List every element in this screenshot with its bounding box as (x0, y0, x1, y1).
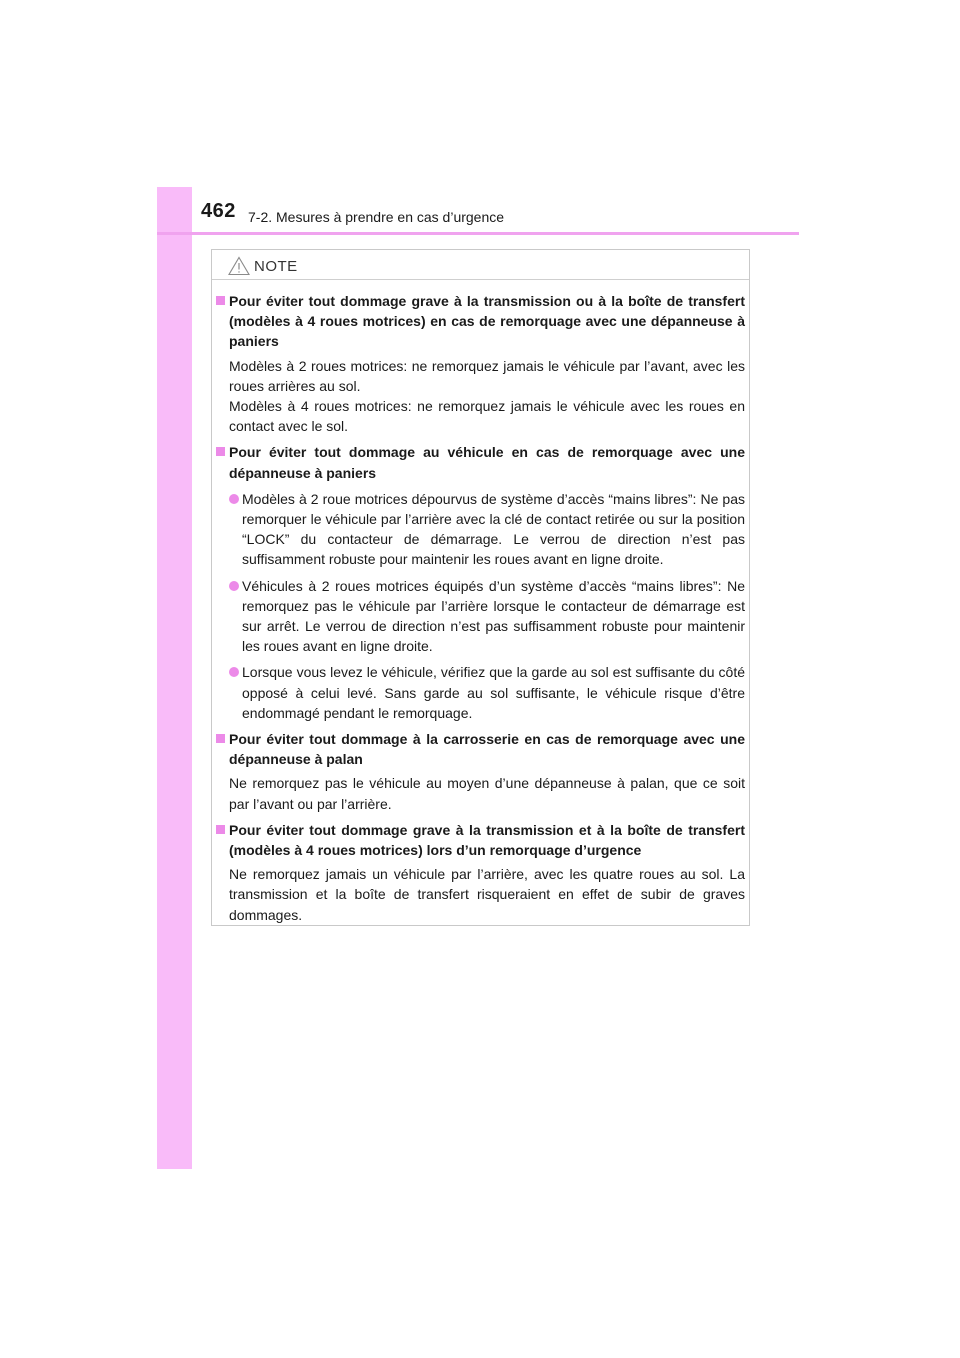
note-divider (212, 279, 749, 280)
note-paragraph: Ne remorquez jamais un véhicule par l’arrière, avec les quatre roues au sol. La transmission et la boîte de transfert risqueraient en effet de subir de graves dommages. (229, 866, 745, 923)
section-title: 7-2. Mesures à prendre en cas d’urgence (248, 209, 505, 225)
note-paragraph: Modèles à 4 roues motrices: ne remorquez jamais le véhicule avec les roues en contact avec le sol. (229, 398, 745, 435)
note-subitem (229, 662, 745, 723)
square-bullet-icon (216, 447, 225, 456)
round-bullet-icon (229, 667, 239, 677)
header-rule (157, 232, 799, 235)
square-bullet-icon (216, 296, 225, 305)
note-item-title: Pour éviter tout dommage au véhicule en cas de remorquage avec une dépanneuse à paniers (229, 444, 745, 481)
note-content (214, 291, 745, 931)
note-label: NOTE (254, 257, 298, 275)
note-item-title: Pour éviter tout dommage à la carrosserie en cas de remorquage avec une dépanneuse à palan (229, 731, 745, 768)
note-item (214, 442, 745, 723)
note-item-body (229, 864, 745, 925)
chapter-side-band (157, 187, 192, 1169)
note-item-body (229, 356, 745, 437)
note-paragraph: Ne remorquez pas le véhicule au moyen d’une dépanneuse à palan, que ce soit par l’avant ou par l’arrière. (229, 775, 745, 812)
square-bullet-icon (216, 825, 225, 834)
note-item (214, 291, 745, 436)
page-number: 462 (201, 200, 236, 222)
note-item-title: Pour éviter tout dommage grave à la transmission et à la boîte de transfert (modèles à 4 roues motrices) lors d’un remorquage d’urgence (229, 821, 745, 859)
note-item (214, 729, 745, 814)
round-bullet-icon (229, 581, 239, 591)
note-subitem (229, 576, 745, 657)
note-item-title: Pour éviter tout dommage grave à la transmission ou à la boîte de transfert (modèles à 4 roues motrices) en cas de remorquage avec une dépanneuse à paniers (229, 293, 745, 350)
note-subitem-text: Modèles à 2 roue motrices dépourvus de système d’accès “mains libres”: Ne pas remorquer le véhicule par l’arrière avec la clé de contact retirée ou sur la position “LOCK” du contacteur de démarrage. Le verrou de direction n’est pas suffisamment robuste pour maintenir les roues avant en ligne droite. (242, 490, 745, 568)
note-header (228, 255, 298, 277)
warning-triangle-icon (228, 256, 250, 276)
round-bullet-icon (229, 494, 239, 504)
note-subitem-text: Véhicules à 2 roues motrices équipés d’un système d’accès “mains libres”: Ne remorquez pas le véhicule par l’arrière lorsque le contacteur de démarrage est sur arrêt. Le verrou de direction n’est pas suffisamment robuste pour maintenir les roues avant en ligne droite. (242, 577, 745, 655)
note-subitem-text: Lorsque vous levez le véhicule, vérifiez que la garde au sol est suffisante du côté opposé à celui levé. Sans garde au sol suffisante, le véhicule risque d’être endommagé pendant le remorquage. (242, 664, 745, 721)
note-subitem (229, 489, 745, 570)
square-bullet-icon (216, 734, 225, 743)
note-item-body (229, 773, 745, 813)
note-item (214, 820, 745, 925)
note-paragraph: Modèles à 2 roues motrices: ne remorquez jamais le véhicule par l’avant, avec les roues arrières au sol. (229, 357, 745, 394)
